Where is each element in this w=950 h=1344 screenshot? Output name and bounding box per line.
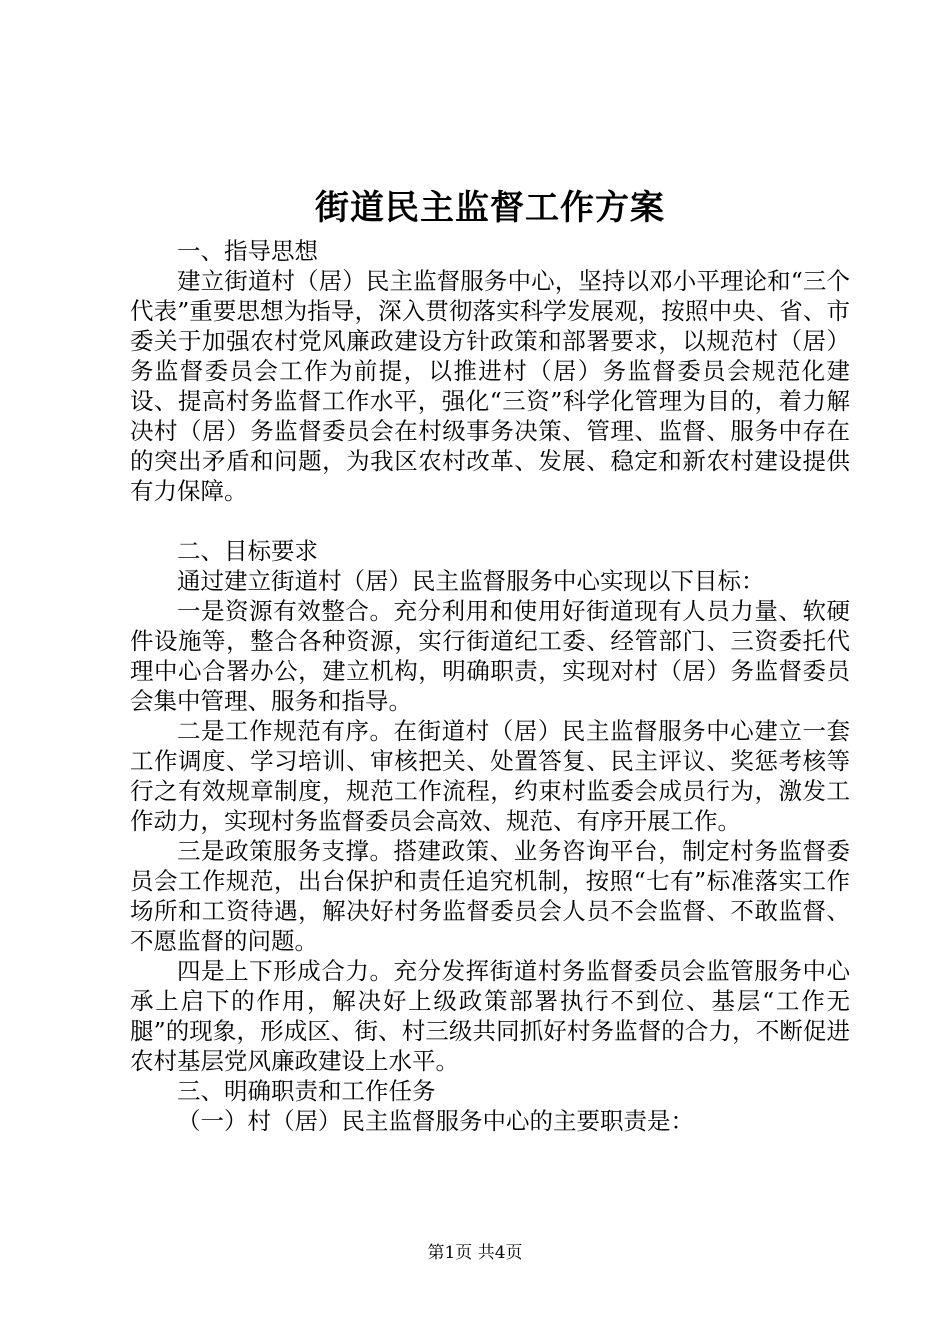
paragraph-guiding-thought: 建立街道村（居）民主监督服务中心，坚持以邓小平理论和“三个代表”重要思想为指导，深入贯彻落实科学发展观，按照中央、省、市委关于加强农村党风廉政建设方针政策和部署要求，以规范村（居）务监督委员会工作为前提，以推进村（居）务监督委员会规范化建设、提高村务监督工作水平，强化“三资”科学化管理为目的，着力解决村（居）务监督委员会在村级事务决策、管理、监督、服务中存在的突出矛盾和问题，为我区农村改革、发展、稳定和新农村建设提供有力保障。 (130, 267, 850, 505)
page-number-footer: 第1页 共4页 (427, 1243, 523, 1263)
paragraph-goal-two: 二是工作规范有序。在街道村（居）民主监督服务中心建立一套工作调度、学习培训、审核把关、处置答复、民主评议、奖惩考核等行之有效规章制度，规范工作流程，约束村监委会成员行为，激发工作动力，实现村务监督委员会高效、规范、有序开展工作。 (130, 717, 850, 835)
subheading-duties-one: （一）村（居）民主监督服务中心的主要职责是： (177, 1107, 694, 1135)
heading-goals: 二、目标要求 (177, 537, 318, 565)
paragraph-goal-three: 三是政策服务支撑。搭建政策、业务咨询平台，制定村务监督委员会工作规范，出台保护和责任追究机制，按照“七有”标准落实工作场所和工资待遇，解决好村务监督委员会人员不会监督、不敢监督、不愿监督的问题。 (130, 837, 850, 955)
paragraph-goal-one: 一是资源有效整合。充分利用和使用好街道现有人员力量、软硬件设施等，整合各种资源，实行街道纪工委、经管部门、三资委托代理中心合署办公，建立机构，明确职责，实现对村（居）务监督委员会集中管理、服务和指导。 (130, 597, 850, 715)
paragraph-goal-four: 四是上下形成合力。充分发挥街道村务监督委员会监管服务中心承上启下的作用，解决好上级政策部署执行不到位、基层“工作无腿”的现象，形成区、街、村三级共同抓好村务监督的合力，不断促进农村基层党风廉政建设上水平。 (130, 957, 850, 1075)
heading-guiding-thought: 一、指导思想 (177, 237, 318, 265)
heading-duties: 三、明确职责和工作任务 (177, 1077, 436, 1105)
document-title: 街道民主监督工作方案 (315, 188, 665, 228)
paragraph-goals-intro: 通过建立街道村（居）民主监督服务中心实现以下目标： (177, 567, 765, 595)
document-body (130, 236, 850, 1136)
paragraph-gap (130, 506, 850, 536)
document-page (130, 0, 850, 1344)
